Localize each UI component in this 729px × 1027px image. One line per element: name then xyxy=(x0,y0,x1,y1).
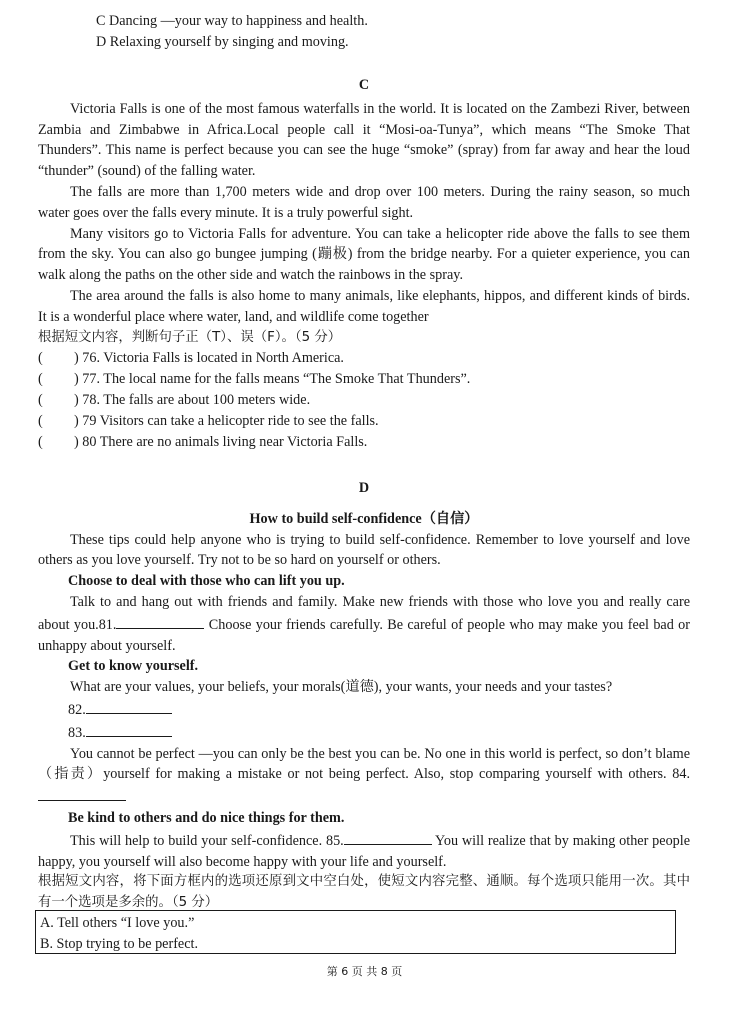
para-1-text-before: Talk to and hang out with friends and family. Make new friends with those who love you and really care about you.81. xyxy=(38,593,690,633)
para-4-text-after: You will realize that by making other people happy, you yourself will also become happy with your life and yourself. xyxy=(38,832,690,870)
question-79 xyxy=(38,411,690,432)
section-c xyxy=(38,75,690,452)
question-text: ) 78. The falls are about 100 meters wide. xyxy=(74,391,311,408)
previous-options xyxy=(38,11,690,53)
answer-paren[interactable]: ( xyxy=(38,412,43,429)
para-3-text: You cannot be perfect —you can only be the best you can be. No one in this world is perfect, so don’t blame（指责）yourself for making a mistake or not being perfect. Also, stop comparing yourself with others. 84. xyxy=(38,745,690,783)
answer-paren[interactable]: ( xyxy=(38,391,43,408)
option-b: B. Stop trying to be perfect. xyxy=(40,935,199,952)
heading-lift-you-up: Choose to deal with those who can lift you up. xyxy=(68,573,345,590)
question-text: ) 79 Visitors can take a helicopter ride to see the falls. xyxy=(74,412,379,429)
question-77 xyxy=(38,369,690,390)
section-c-label: C xyxy=(358,77,370,93)
question-78 xyxy=(38,390,690,411)
answer-paren[interactable]: ( xyxy=(38,371,43,388)
blank-81[interactable] xyxy=(116,613,204,629)
blank-82[interactable] xyxy=(86,698,172,714)
section-d xyxy=(38,478,690,914)
question-80 xyxy=(38,432,690,453)
section-d-para-2: What are your values, your beliefs, your morals(道德), your wants, your needs and your tastes? xyxy=(70,679,613,696)
tf-questions xyxy=(38,348,690,452)
answer-paren[interactable]: ( xyxy=(38,350,43,367)
question-text: ) 76. Victoria Falls is located in North America. xyxy=(74,350,344,367)
section-c-para-1: Victoria Falls is one of the most famous waterfalls in the world. It is located on the Zambezi River, between Zambia and Zimbabwe in Africa.Local people call it “Mosi-oa-Tunya”, which means “The Smoke That Thunders”. This name is perfect because you can see the huge “smoke” (spray) from far away and hear the loud “thunder” (sound) of the falling water. xyxy=(38,100,690,180)
section-d-intro: These tips could help anyone who is trying to build self-confidence. Remember to love yourself and love others as you love yourself. Try not to be so hard on yourself or others. xyxy=(38,531,690,569)
blank-85[interactable] xyxy=(344,829,432,845)
section-c-instruction: 根据短文内容，判断句子正（T）、误（F）。（5 分） xyxy=(38,329,342,345)
option-c: C Dancing —your way to happiness and health. xyxy=(96,13,368,29)
blank-84[interactable] xyxy=(38,785,126,801)
para-4-text-before: This will help to build your self-confidence. 85. xyxy=(70,832,344,849)
question-82-number: 82. xyxy=(68,701,86,718)
section-d-label: D xyxy=(358,480,370,496)
section-c-para-4: The area around the falls is also home to many animals, like elephants, hippos, and different kinds of birds. It is a wonderful place where water, land, and wildlife come together xyxy=(38,287,690,325)
option-a: A. Tell others “I love you.” xyxy=(40,915,195,931)
section-d-instruction: 根据短文内容，将下面方框内的选项还原到文中空白处，使短文内容完整、通顺。每个选项只能用一次。其中有一个选项是多余的。（5 分） xyxy=(38,874,690,911)
section-d-para-4 xyxy=(38,829,690,873)
options-box xyxy=(35,910,676,954)
question-76 xyxy=(38,348,690,369)
question-text: ) 77. The local name for the falls means “The Smoke That Thunders”. xyxy=(74,371,471,388)
heading-know-yourself: Get to know yourself. xyxy=(68,658,199,675)
answer-paren[interactable]: ( xyxy=(38,433,43,450)
question-82 xyxy=(38,698,690,721)
blank-83[interactable] xyxy=(86,721,172,737)
option-d: D Relaxing yourself by singing and moving. xyxy=(96,33,349,50)
page-footer: 第 6 页 共 8 页 xyxy=(326,965,403,978)
section-c-para-3: Many visitors go to Victoria Falls for adventure. You can take a helicopter ride above the falls to see them from the sky. You can also go bungee jumping (蹦极) from the bridge nearby. For a quieter experience, you can walk along the paths on the other side and watch the rainbows in the spray. xyxy=(38,225,690,284)
para-1-text-after: Choose your friends carefully. Be careful of people who may make you feel bad or unhappy about yourself. xyxy=(38,616,690,654)
section-d-para-3 xyxy=(38,744,690,808)
question-text: ) 80 There are no animals living near Victoria Falls. xyxy=(74,433,368,450)
section-d-para-1 xyxy=(38,592,690,656)
question-83 xyxy=(38,721,690,744)
question-83-number: 83. xyxy=(68,724,86,741)
section-c-para-2: The falls are more than 1,700 meters wide and drop over 100 meters. During the rainy season, so much water goes over the falls every minute. It is a truly powerful sight. xyxy=(38,183,690,221)
heading-be-kind: Be kind to others and do nice things for them. xyxy=(68,809,345,826)
section-d-title: How to build self-confidence（自信） xyxy=(249,510,479,527)
